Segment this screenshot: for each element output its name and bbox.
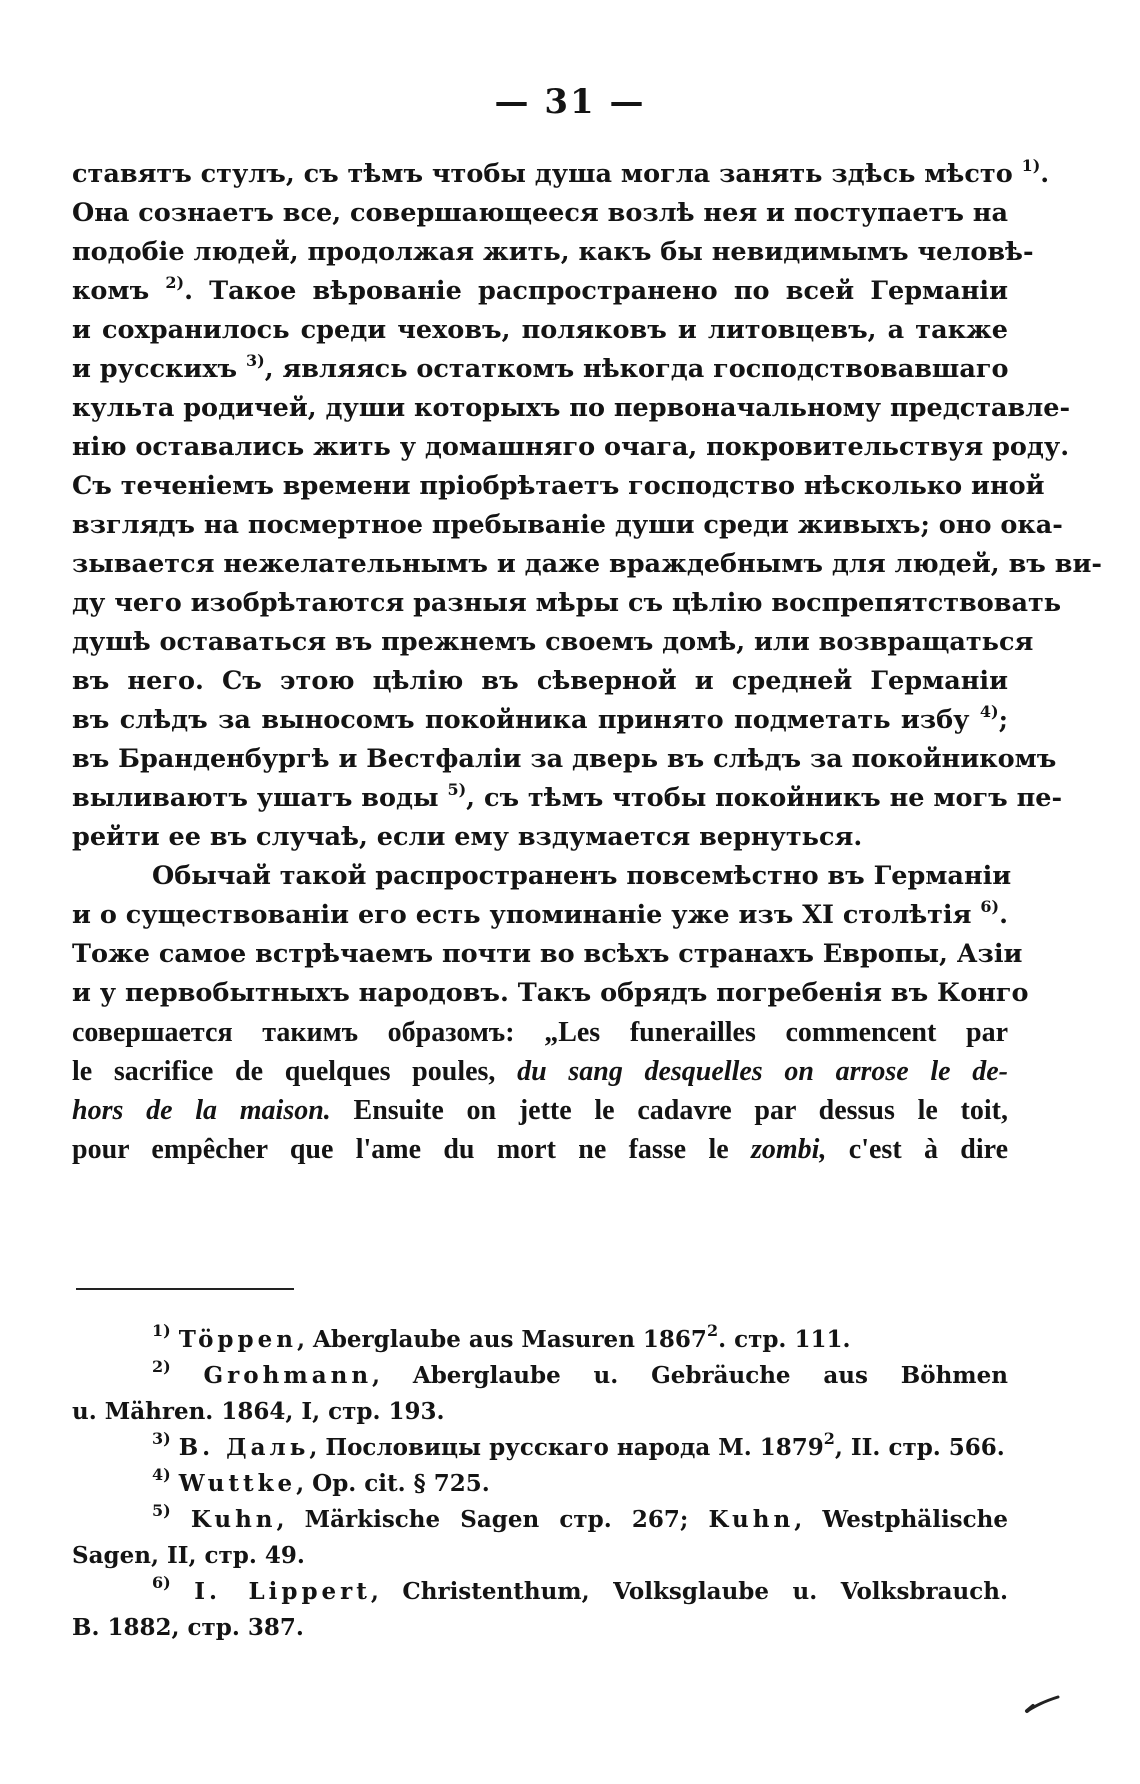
text-line: рейти ее въ случаѣ, если ему вздумается вернуться. — [72, 822, 863, 852]
text-line: ду чего изобрѣтаются разныя мѣры съ цѣлію воспрепятствовать — [72, 588, 1062, 618]
footnote-2: $^{2)}$ Grohmann, Aberglaube u. Gebräuche aus Böhmen — [152, 1357, 1008, 1389]
text-line: въ слѣдъ за выносомъ покойника принято подметать избу $^{4)}$; — [72, 702, 1008, 735]
footnote-ref: 2) — [165, 273, 185, 292]
text-line: и сохранилось среди чеховъ, поляковъ и литовцевъ, а также — [72, 315, 1008, 345]
text-line: Обычай такой распространенъ повсемѣстно въ Германіи — [152, 861, 1012, 891]
text-line: культа родичей, души которыхъ по первоначальному представле- — [72, 393, 1071, 423]
italic-quote: du sang desquelles on arrose le de- — [517, 1056, 1009, 1087]
text-line: выливаютъ ушатъ воды $^{5)}$, съ тѣмъ чтобы покойникъ не могъ пе- — [72, 780, 1063, 813]
text-line: и у первобытныхъ народовъ. Такъ обрядъ погребенія въ Конго — [72, 978, 1029, 1008]
text-line: и русскихъ $^{3)}$, являясь остаткомъ нѣкогда господствовавшаго — [72, 351, 1009, 384]
footnote-3: $^{3)}$ В. Даль, Пословицы русскаго народа М. 1879$^2$, II. стр. 566. — [152, 1429, 1005, 1461]
footnote-ref: 4) — [979, 702, 999, 721]
text-line: Она сознаетъ все, совершающееся возлѣ нея и поступаетъ на — [72, 198, 1008, 228]
italic-word: zombi, — [750, 1134, 827, 1165]
footnote-6-cont: B. 1882, стр. 387. — [72, 1614, 304, 1641]
pen-stroke-mark — [1024, 1694, 1064, 1714]
footnote-5: $^{5)}$ Kuhn, Märkische Sagen стр. 267; Kuhn, Westphälische — [152, 1501, 1008, 1533]
text-line: взглядъ на посмертное пребываніе души среди живыхъ; оно ока- — [72, 510, 1063, 540]
footnote-ref: 3) — [245, 351, 265, 370]
page-number: — 31 — — [494, 82, 646, 122]
footnote-5-cont: Sagen, II, стр. 49. — [72, 1542, 305, 1569]
footnote-divider — [76, 1288, 294, 1290]
italic-quote: hors de la maison. — [72, 1095, 331, 1126]
text-line: hors de la maison. Ensuite on jette le cadavre par dessus le toit, — [72, 1095, 1008, 1126]
text-line: совершается такимъ образомъ: „Les funerailles commencent par — [72, 1017, 1008, 1048]
text-line: комъ $^{2)}$. Такое вѣрованіе распространено по всей Германіи — [72, 273, 1008, 306]
footnote-6: $^{6)}$ I. Lippert, Christenthum, Volksglaube u. Volksbrauch. — [152, 1573, 1008, 1605]
text-line: и о существованіи его есть упоминаніе уже изъ XI столѣтія $^{6)}$. — [72, 897, 1008, 930]
text-line: подобіе людей, продолжая жить, какъ бы невидимымъ человѣ- — [72, 237, 1034, 267]
text-line: зывается нежелательнымъ и даже враждебнымъ для людей, въ ви- — [72, 549, 1102, 579]
text-line: въ него. Съ этою цѣлію въ сѣверной и средней Германіи — [72, 666, 1008, 696]
footnote-1: $^{1)}$ Töppen, Aberglaube aus Masuren 1867$^2$. стр. 111. — [152, 1321, 851, 1353]
text-line: нію оставались жить у домашняго очага, покровительствуя роду. — [72, 432, 1070, 462]
text-line: Тоже самое встрѣчаемъ почти во всѣхъ странахъ Европы, Азіи — [72, 939, 1023, 969]
text-line: душѣ оставаться въ прежнемъ своемъ домѣ, или возвращаться — [72, 627, 1034, 657]
text-line: ставятъ стулъ, съ тѣмъ чтобы душа могла занять здѣсь мѣсто $^{1)}$. — [72, 156, 1050, 189]
footnote-ref: 6) — [980, 897, 1000, 916]
footnote-4: $^{4)}$ Wuttke, Op. cit. § 725. — [152, 1465, 490, 1497]
footnotes — [72, 1322, 1008, 1646]
footnote-ref: 1) — [1021, 156, 1041, 175]
footnote-ref: 5) — [447, 780, 467, 799]
text-line: Съ теченіемъ времени пріобрѣтаетъ господство нѣсколько иной — [72, 471, 1045, 501]
text-line: pour empêcher que l'ame du mort ne fasse le zombi, c'est à dire — [72, 1134, 1008, 1165]
footnote-2-cont: u. Mähren. 1864, I, стр. 193. — [72, 1398, 445, 1425]
main-text — [72, 155, 1102, 1169]
text-line: le sacrifice de quelques poules, du sang desquelles on arrose le de- — [72, 1056, 1009, 1087]
text-line: въ Бранденбургѣ и Вестфаліи за дверь въ слѣдъ за покойникомъ — [72, 744, 1057, 774]
